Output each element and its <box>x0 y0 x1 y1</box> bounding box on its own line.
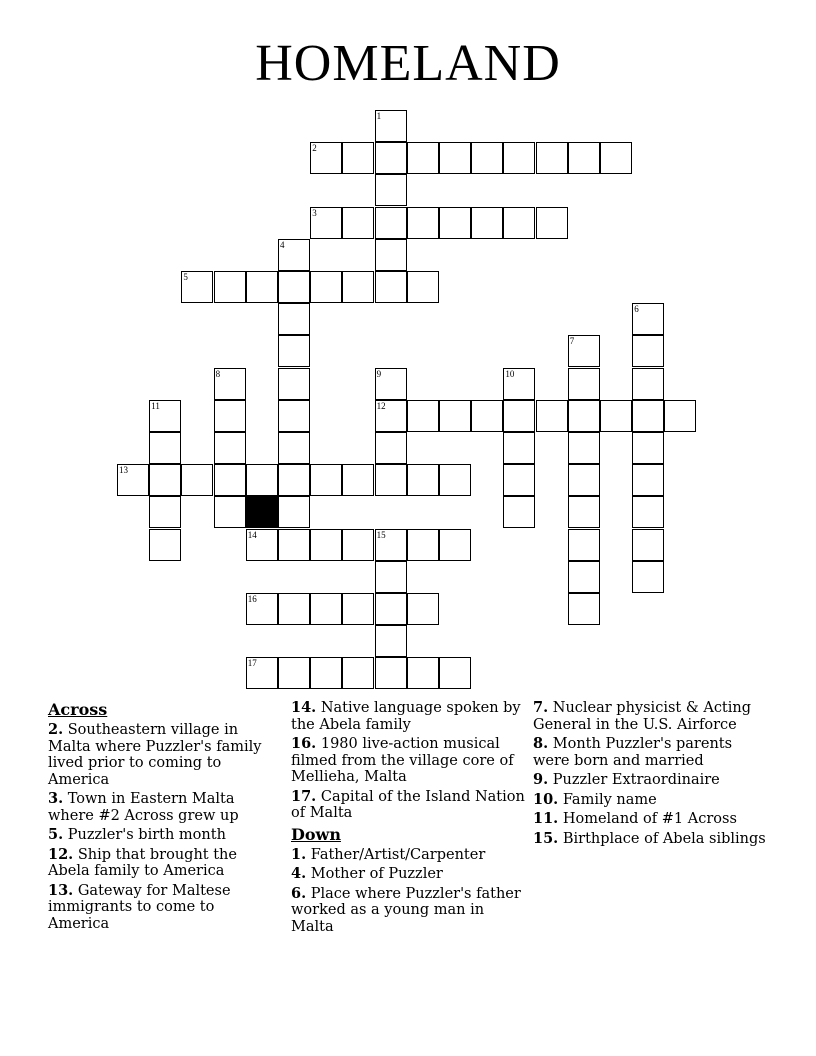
clue-number: 3 <box>312 207 317 218</box>
grid-cell[interactable] <box>439 657 471 689</box>
grid-cell[interactable] <box>214 432 246 464</box>
grid-cell[interactable] <box>342 271 374 303</box>
clue-down-1: 1. Father/Artist/Carpenter <box>291 845 486 863</box>
grid-cell[interactable] <box>503 464 535 496</box>
grid-cell[interactable] <box>632 303 664 335</box>
grid-cell[interactable] <box>439 464 471 496</box>
clue-number: 9 <box>376 368 382 379</box>
grid-cell[interactable] <box>536 400 568 432</box>
grid-cell[interactable] <box>278 271 310 303</box>
clue-number: 14 <box>247 529 257 540</box>
grid-cell[interactable] <box>375 400 407 432</box>
grid-cell[interactable] <box>503 142 535 174</box>
grid-cell[interactable] <box>310 593 342 625</box>
clue-down-6: 6. Place where Puzzler's father worked as a young man in Malta <box>291 884 521 935</box>
down-header: Down <box>291 824 341 844</box>
grid-cell[interactable] <box>568 464 600 496</box>
clue-down-8: 8. Month Puzzler's parents were born and married <box>533 735 733 769</box>
grid-cell[interactable] <box>310 464 342 496</box>
grid-cell[interactable] <box>471 207 503 239</box>
grid-cell[interactable] <box>407 207 439 239</box>
grid-cell[interactable] <box>342 142 374 174</box>
grid-cell[interactable] <box>246 593 278 625</box>
grid-cell[interactable] <box>632 464 664 496</box>
grid-cell[interactable] <box>375 561 407 593</box>
grid-cell[interactable] <box>503 400 535 432</box>
grid-cell[interactable] <box>310 271 342 303</box>
grid-cell[interactable] <box>375 464 407 496</box>
clue-down-15: 15. Birthplace of Abela siblings <box>533 829 766 847</box>
clue-across-2: 2. Southeastern village in Malta where Puzzler's family lived prior to coming to America <box>48 721 262 788</box>
grid-cell[interactable] <box>117 464 149 496</box>
clue-down-4: 4. Mother of Puzzler <box>291 865 443 882</box>
grid-cell[interactable] <box>439 400 471 432</box>
grid-cell[interactable] <box>568 368 600 400</box>
clue-across-14: 14. Native language spoken by the Abela family <box>291 699 521 733</box>
grid-cell[interactable] <box>181 464 213 496</box>
grid-cell[interactable] <box>536 207 568 239</box>
grid-cell[interactable] <box>439 207 471 239</box>
grid-cell[interactable] <box>214 368 246 400</box>
grid-cell[interactable] <box>310 207 342 239</box>
grid-cell[interactable] <box>536 142 568 174</box>
grid-cell[interactable] <box>375 142 407 174</box>
grid-cell[interactable] <box>503 368 535 400</box>
grid-cell[interactable] <box>310 657 342 689</box>
grid-cell[interactable] <box>278 529 310 561</box>
grid-cell[interactable] <box>214 464 246 496</box>
grid-cell[interactable] <box>407 593 439 625</box>
black-square <box>246 496 278 528</box>
grid-cell[interactable] <box>407 464 439 496</box>
clue-across-3: 3. Town in Eastern Malta where #2 Across grew up <box>48 790 239 824</box>
clue-number: 13 <box>119 465 128 476</box>
clue-across-16: 16. 1980 live-action musical filmed from the village core of Mellieha, Malta <box>291 735 514 785</box>
grid-cell[interactable] <box>278 657 310 689</box>
grid-cell[interactable] <box>375 529 407 561</box>
grid-cell[interactable] <box>600 142 632 174</box>
grid-cell[interactable] <box>278 464 310 496</box>
clues-column-2 <box>291 700 527 938</box>
grid-cell[interactable] <box>503 207 535 239</box>
clue-number: 5 <box>183 272 188 282</box>
grid-cell[interactable] <box>149 464 181 496</box>
grid-cell[interactable] <box>342 529 374 561</box>
grid-cell[interactable] <box>342 464 374 496</box>
grid-cell[interactable] <box>375 593 407 625</box>
clue-down-10: 10. Family name <box>533 790 657 808</box>
grid-cell[interactable] <box>214 271 246 303</box>
grid-cell[interactable] <box>632 432 664 464</box>
grid-cell[interactable] <box>214 400 246 432</box>
grid-cell[interactable] <box>149 496 181 528</box>
grid-cell[interactable] <box>375 239 407 271</box>
grid-cell[interactable] <box>375 368 407 400</box>
grid-cell[interactable] <box>471 400 503 432</box>
grid-cell[interactable] <box>149 432 181 464</box>
clue-number: 16 <box>247 594 257 604</box>
clue-number: 8 <box>215 368 221 379</box>
grid-cell[interactable] <box>568 432 600 464</box>
clue-number: 10 <box>505 368 515 379</box>
grid-cell[interactable] <box>149 400 181 432</box>
grid-cell[interactable] <box>664 400 696 432</box>
clue-across-5: 5. Puzzler's birth month <box>48 826 226 843</box>
grid-cell[interactable] <box>278 335 310 367</box>
puzzle-title: HOMELAND <box>255 35 561 92</box>
clue-number: 7 <box>569 336 575 347</box>
clue-down-7: 7. Nuclear physicist & Acting General in the U.S. Airforce <box>533 699 752 733</box>
grid-cell[interactable] <box>375 625 407 657</box>
grid-cell[interactable] <box>310 529 342 561</box>
grid-cell[interactable] <box>568 593 600 625</box>
grid-cell[interactable] <box>568 400 600 432</box>
grid-cell[interactable] <box>278 303 310 335</box>
grid-cell[interactable] <box>568 561 600 593</box>
grid-cell[interactable] <box>375 174 407 206</box>
grid-cell[interactable] <box>375 271 407 303</box>
grid-cell[interactable] <box>342 207 374 239</box>
grid-cell[interactable] <box>407 142 439 174</box>
grid-cell[interactable] <box>503 432 535 464</box>
grid-cell[interactable] <box>375 657 407 689</box>
grid-cell[interactable] <box>568 529 600 561</box>
clue-number: 2 <box>312 143 317 154</box>
grid-cell[interactable] <box>342 593 374 625</box>
grid-cell[interactable] <box>632 529 664 561</box>
clue-down-11: 11. Homeland of #1 Across <box>533 810 737 827</box>
clue-down-9: 9. Puzzler Extraordinaire <box>533 771 720 788</box>
clue-number: 11 <box>151 400 160 411</box>
grid-cell[interactable] <box>375 207 407 239</box>
grid-cell[interactable] <box>503 496 535 528</box>
grid-cell[interactable] <box>181 271 213 303</box>
grid-cell[interactable] <box>246 464 278 496</box>
grid-cell[interactable] <box>439 142 471 174</box>
grid-cell[interactable] <box>407 400 439 432</box>
grid-cell[interactable] <box>439 529 471 561</box>
clue-number: 1 <box>376 111 382 121</box>
grid-cell[interactable] <box>600 400 632 432</box>
clue-across-17: 17. Capital of the Island Nation of Malta <box>291 787 525 821</box>
grid-cell[interactable] <box>214 496 246 528</box>
grid-cell[interactable] <box>471 142 503 174</box>
grid-cell[interactable] <box>632 496 664 528</box>
grid-cell[interactable] <box>632 368 664 400</box>
grid-cell[interactable] <box>246 657 278 689</box>
across-header: Across <box>48 700 108 719</box>
grid-cell[interactable] <box>568 335 600 367</box>
clue-number: 4 <box>280 239 285 250</box>
clues-column-3 <box>533 700 769 850</box>
clue-number: 15 <box>376 529 386 540</box>
grid-cell[interactable] <box>149 529 181 561</box>
grid-cell[interactable] <box>407 271 439 303</box>
clue-number: 6 <box>634 304 639 315</box>
grid-cell[interactable] <box>632 335 664 367</box>
grid-cell[interactable] <box>375 432 407 464</box>
clues-column-1 <box>48 700 276 935</box>
grid-cell[interactable] <box>246 529 278 561</box>
grid-cell[interactable] <box>310 142 342 174</box>
clue-number: 12 <box>376 400 386 411</box>
clue-number: 17 <box>247 658 257 669</box>
clue-across-13: 13. Gateway for Maltese immigrants to come to America <box>48 881 231 932</box>
clue-across-12: 12. Ship that brought the Abela family to America <box>48 845 237 879</box>
grid-cell[interactable] <box>278 400 310 432</box>
grid-cell[interactable] <box>568 142 600 174</box>
grid-cell[interactable] <box>278 496 310 528</box>
grid-cell[interactable] <box>632 561 664 593</box>
grid-cell[interactable] <box>407 657 439 689</box>
grid-cell[interactable] <box>632 400 664 432</box>
grid-cell[interactable] <box>342 657 374 689</box>
grid-cell[interactable] <box>246 271 278 303</box>
grid-cell[interactable] <box>278 239 310 271</box>
grid-cell[interactable] <box>407 529 439 561</box>
grid-cell[interactable] <box>278 432 310 464</box>
grid-cell[interactable] <box>375 110 407 142</box>
grid-cell[interactable] <box>568 496 600 528</box>
grid-cell[interactable] <box>278 368 310 400</box>
grid-cell[interactable] <box>278 593 310 625</box>
